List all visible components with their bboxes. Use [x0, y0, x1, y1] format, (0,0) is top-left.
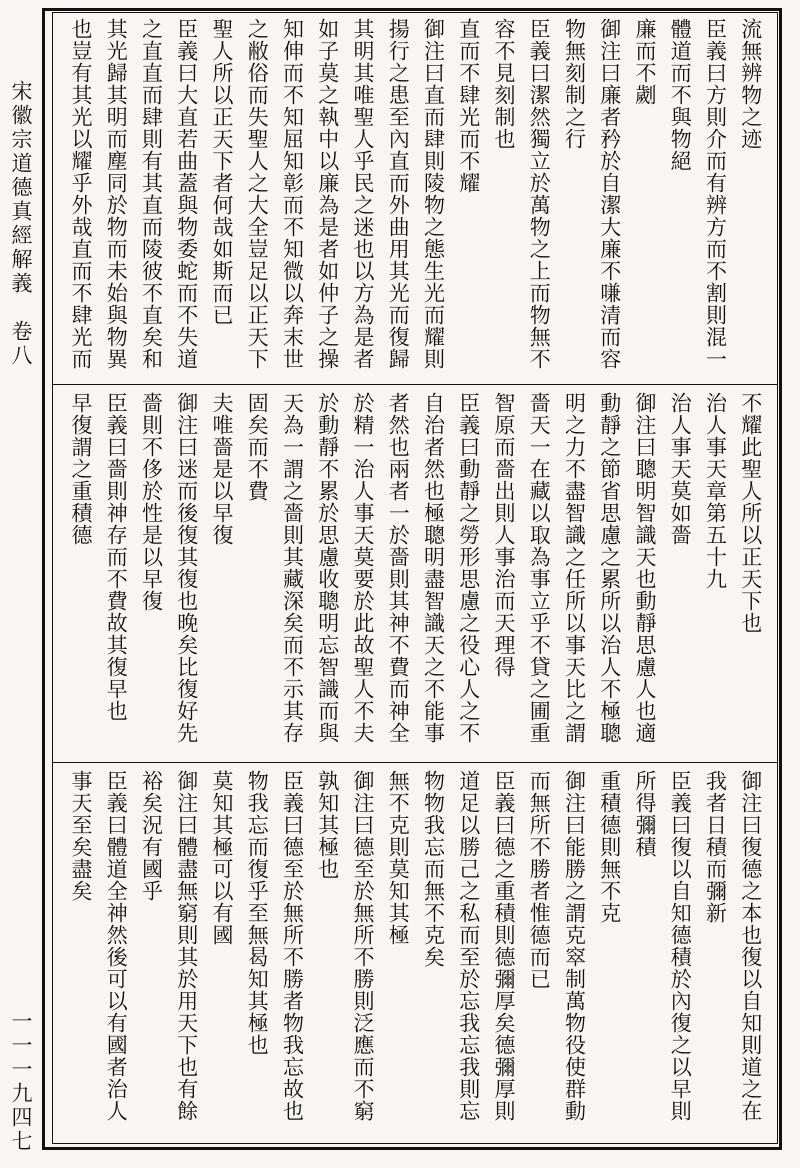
text-column: 御注曰迷而後復其復也晚矣比復好先: [174, 392, 199, 744]
text-column: 直而不肆光而不耀: [456, 18, 481, 194]
text-column: 固矣而不費: [245, 392, 270, 502]
panel-divider-2: [52, 762, 778, 763]
text-column: 所得彌積: [633, 770, 657, 858]
text-column: 御注曰體盡無窮則其於用天下也有餘: [174, 770, 199, 1122]
text-column: 動靜之節省思慮之累所以治人不極聰: [597, 392, 622, 744]
text-column: 於精一治人事天莫要於此故聖人不夫: [351, 392, 375, 744]
text-column: 裕矣況有國乎: [139, 770, 164, 902]
text-column: 臣義曰動靜之勞形思慮之役心人之不: [456, 392, 481, 744]
text-panel-bottom: [60, 770, 772, 1138]
text-column: 莫知其極可以有國: [210, 770, 234, 946]
text-panel-middle: [60, 392, 772, 756]
text-column: 明之力不盡智識之任所以事天比之謂: [562, 392, 587, 744]
text-column: 臣義曰復以自知德積於內復之以早則: [668, 770, 693, 1122]
text-column: 臣義曰體道全神然後可以有國者治人: [104, 770, 129, 1122]
text-column: 揚行之患至內直而外曲用其光而復歸: [386, 18, 411, 370]
text-column: 之敝俗而失聖人之大全豈足以正天下: [245, 18, 270, 370]
text-column: 御注曰直而肆則陵物之態生光而耀則: [421, 18, 446, 370]
text-column: 如子莫之執中以廉為是者如仲子之操: [315, 18, 340, 370]
book-title: 宋徽宗道德真經解義 卷八: [9, 80, 33, 368]
text-column: 治人事天章第五十九: [703, 392, 728, 590]
text-column: 其明其唯聖人乎民之迷也以方為是者: [351, 18, 375, 370]
text-column: 御注曰德至於無所不勝則泛應而不窮: [351, 770, 375, 1122]
text-column: 而無所不勝者惟德而已: [527, 770, 552, 990]
text-column: 嗇天一在藏以取為事立乎不貸之圃重: [527, 392, 552, 744]
text-column: 容不見刻制也: [492, 18, 516, 150]
text-column: 臣義曰方則介而有辨方而不割則混一: [703, 18, 728, 370]
text-column: 不耀此聖人所以正天下也: [738, 392, 763, 634]
text-column: 天為一謂之嗇則其藏深矣而不示其存: [280, 392, 305, 744]
text-column: 我者日積而彌新: [703, 770, 728, 924]
text-column: 物我忘而復乎至無曷知其極也: [245, 770, 270, 1056]
text-column: 者然也兩者一於嗇則其神不費而神全: [386, 392, 411, 744]
text-column: 智原而嗇出則人事治而天理得: [492, 392, 516, 678]
text-column: 也豈有其光以耀乎外哉直而不肆光而: [69, 18, 93, 370]
text-column: 之直直而肆則有其直而陵彼不直矣和: [139, 18, 164, 370]
text-column: 御注曰復德之本也復以自知則道之在: [738, 770, 763, 1122]
page-number: 一一一九四七: [9, 1010, 33, 1154]
text-column: 事天至矣盡矣: [69, 770, 93, 902]
text-column: 自治者然也極聰明盡智識天之不能事: [421, 392, 446, 744]
text-column: 於動靜不累於思慮收聰明忘智識而與: [315, 392, 340, 744]
text-column: 無不克則莫知其極: [386, 770, 411, 946]
text-column: 臣義曰德之重積則德彌厚矣德彌厚則: [492, 770, 516, 1122]
text-panel-top: [60, 18, 772, 380]
text-column: 重積德則無不克: [597, 770, 622, 924]
text-column: 御注曰廉者矜於自潔大廉不嗛清而容: [597, 18, 622, 370]
text-column: 夫唯嗇是以早復: [210, 392, 234, 546]
text-column: 物無刻制之行: [562, 18, 587, 150]
text-column: 治人事天莫如嗇: [668, 392, 693, 546]
text-column: 其光歸其明而塵同於物而未始與物異: [104, 18, 129, 370]
text-column: 道足以勝己之私而至於忘我忘我則忘: [456, 770, 481, 1122]
text-column: 聖人所以正天下者何哉如斯而已: [210, 18, 234, 326]
text-column: 體道而不與物絕: [668, 18, 693, 172]
text-column: 臣義曰嗇則神存而不費故其復早也: [104, 392, 129, 722]
text-column: 臣義曰潔然獨立於萬物之上而物無不: [527, 18, 552, 370]
text-column: 早復謂之重積德: [69, 392, 93, 546]
text-column: 知伸而不知屈知彰而不知微以奔末世: [280, 18, 305, 370]
text-column: 物物我忘而無不克矣: [421, 770, 446, 968]
text-column: 臣義曰德至於無所不勝者物我忘故也: [280, 770, 305, 1122]
text-column: 流無辨物之迹: [738, 18, 763, 150]
text-column: 孰知其極也: [315, 770, 340, 880]
text-column: 御注曰能勝之謂克窣制萬物役使群動: [562, 770, 587, 1122]
text-column: 嗇則不侈於性是以早復: [139, 392, 164, 612]
panel-divider-1: [52, 384, 778, 385]
text-column: 廉而不劌: [633, 18, 657, 106]
text-column: 臣義曰大直若曲蓋與物委蛇而不失道: [174, 18, 199, 370]
text-column: 御注曰聰明智識天也動靜思慮人也適: [633, 392, 657, 744]
